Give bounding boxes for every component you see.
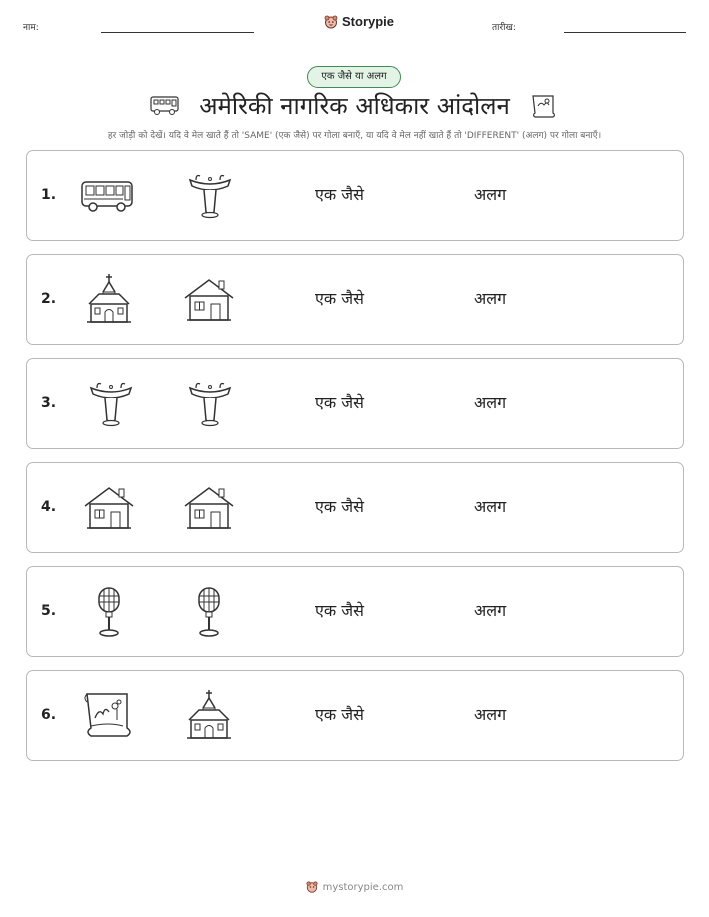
same-option[interactable]: एक जैसे <box>315 393 364 412</box>
church-icon <box>181 688 237 744</box>
row-number: 1. <box>41 187 57 203</box>
same-option[interactable]: एक जैसे <box>315 497 364 516</box>
church-icon <box>81 272 137 328</box>
instructions: हर जोड़ी को देखें। यदि वे मेल खाते हैं तो 'SAME' (एक जैसे) पर गोला बनाएँ, या यदि वे मेल नहीं खाते हैं तो 'DIFFERENT' (अलग) पर गोला बनाएँ। <box>107 131 602 141</box>
same-option[interactable]: एक जैसे <box>315 601 364 620</box>
different-option[interactable]: अलग <box>474 705 507 724</box>
same-option[interactable]: एक जैसे <box>315 705 364 724</box>
fountain-icon <box>83 376 139 432</box>
pair-row-1 <box>26 150 684 241</box>
row-number: 5. <box>41 603 57 619</box>
different-option[interactable]: अलग <box>474 393 507 412</box>
different-option[interactable]: अलग <box>474 289 507 308</box>
same-option[interactable]: एक जैसे <box>315 185 364 204</box>
different-option[interactable]: अलग <box>474 497 507 516</box>
brand-name: Storypie <box>342 14 395 29</box>
same-option[interactable]: एक जैसे <box>315 289 364 308</box>
name-field[interactable] <box>101 32 254 33</box>
different-option[interactable]: अलग <box>474 185 507 204</box>
brand <box>324 14 394 29</box>
house-icon <box>181 480 237 536</box>
date-label: तारीख: <box>492 23 516 33</box>
different-option[interactable]: अलग <box>474 601 507 620</box>
microphone-icon <box>181 584 237 640</box>
worksheet-type-badge: एक जैसे या अलग <box>307 66 401 88</box>
pair-row-5 <box>26 566 684 657</box>
name-label: नाम: <box>23 23 39 33</box>
sign-icon <box>81 688 137 744</box>
pair-row-3 <box>26 358 684 449</box>
fountain-icon <box>182 168 238 224</box>
row-number: 3. <box>41 395 57 411</box>
fountain-icon <box>182 376 238 432</box>
page-title: अमेरिकी नागरिक अधिकार आंदोलन <box>199 92 510 120</box>
bus-icon <box>79 168 135 224</box>
page-header <box>0 14 709 38</box>
footer-url[interactable]: mystorypie.com <box>322 881 404 893</box>
date-field[interactable] <box>564 32 686 33</box>
storypie-logo-icon <box>306 881 318 893</box>
house-icon <box>181 272 237 328</box>
pair-row-6 <box>26 670 684 761</box>
house-icon <box>81 480 137 536</box>
sign-icon <box>530 93 558 119</box>
row-number: 4. <box>41 499 57 515</box>
row-number: 6. <box>41 707 57 723</box>
storypie-logo-icon <box>324 15 338 29</box>
microphone-icon <box>81 584 137 640</box>
row-number: 2. <box>41 291 57 307</box>
page-footer <box>0 881 709 893</box>
pair-row-4 <box>26 462 684 553</box>
pair-row-2 <box>26 254 684 345</box>
